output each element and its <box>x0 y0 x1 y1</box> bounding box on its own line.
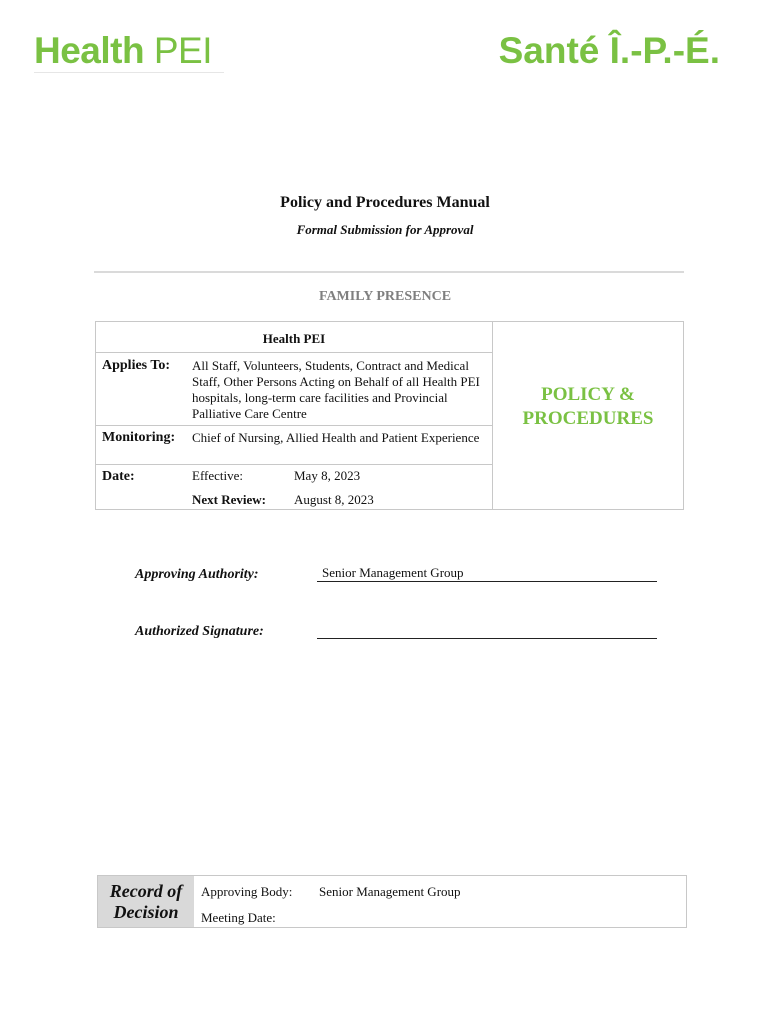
applies-to-value: All Staff, Volunteers, Students, Contract and Medical Staff, Other Persons Acting on Behalf of all Health PEI hospitals, long-term care facilities and Provincial Palliative Care Centre <box>192 358 480 421</box>
record-label-line-1: Record of <box>109 880 183 901</box>
document-subtitle: Formal Submission for Approval <box>296 222 474 237</box>
policy-procedures-badge <box>493 383 683 431</box>
table-row-divider <box>96 464 492 465</box>
effective-label: Effective: <box>192 468 244 483</box>
approving-body-value: Senior Management Group <box>319 884 461 899</box>
logo-left-bold: Health <box>34 30 145 71</box>
approving-authority-label: Approving Authority: <box>135 567 259 582</box>
authorized-signature-label: Authorized Signature: <box>135 624 264 639</box>
logo-underline <box>34 72 224 73</box>
record-of-decision-label <box>98 876 194 927</box>
approving-body-label: Approving Body: <box>201 884 293 899</box>
record-of-decision-box <box>97 875 687 928</box>
health-pei-logo <box>34 30 212 72</box>
next-review-date: August 8, 2023 <box>294 492 374 507</box>
approving-authority-line <box>317 581 657 582</box>
policy-info-table <box>95 321 684 510</box>
next-review-label: Next Review: <box>192 492 266 507</box>
table-row-divider <box>96 352 492 353</box>
policy-name: FAMILY PRESENCE <box>318 289 452 304</box>
badge-line-1: POLICY & <box>541 384 635 405</box>
monitoring-value: Chief of Nursing, Allied Health and Patient Experience <box>192 430 480 445</box>
signature-line <box>317 638 657 639</box>
applies-to-label: Applies To: <box>102 358 171 373</box>
approving-authority-value: Senior Management Group <box>322 565 464 580</box>
meeting-date-label: Meeting Date: <box>201 910 276 925</box>
monitoring-label: Monitoring: <box>102 430 176 445</box>
document-title: Policy and Procedures Manual <box>280 194 490 211</box>
sante-ipe-logo <box>499 30 720 72</box>
organization-heading: Health PEI <box>262 331 326 346</box>
date-label: Date: <box>102 469 135 484</box>
record-label-line-2: Decision <box>113 901 179 922</box>
horizontal-divider <box>94 271 684 273</box>
table-row-divider <box>96 425 492 426</box>
logo-right-text: Santé Î.-P.-É. <box>498 30 720 71</box>
effective-date: May 8, 2023 <box>294 468 361 483</box>
logo-left-regular: PEI <box>153 30 212 71</box>
badge-line-2: PROCEDURES <box>522 408 654 429</box>
